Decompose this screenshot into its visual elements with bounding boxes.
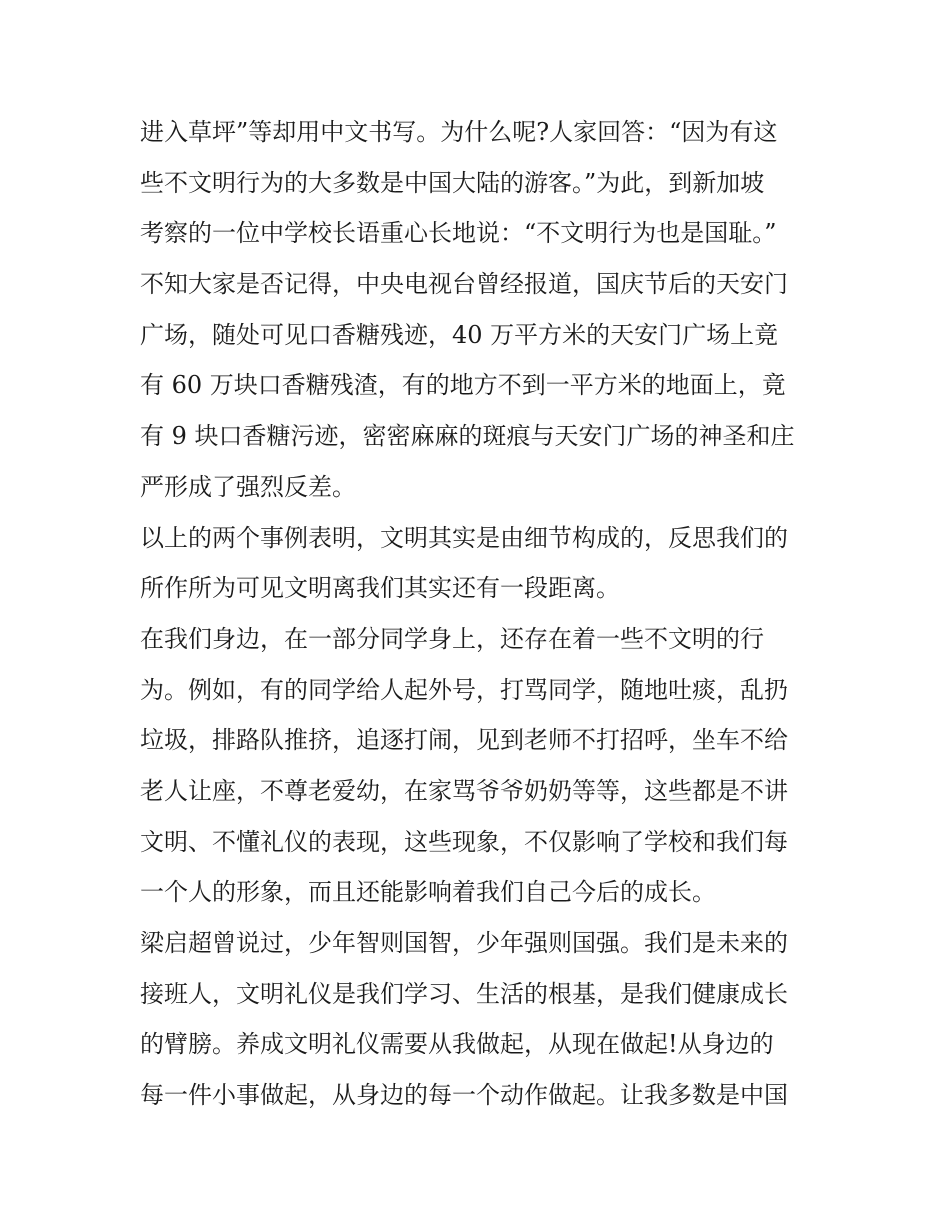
text-line: 考察的一位中学校长语重心长地说：“不文明行为也是国耻。” — [140, 219, 777, 248]
text-line: 老人让座，不尊老爱幼，在家骂爷爷奶奶等等，这些都是不讲 — [140, 776, 788, 805]
text-line: 以上的两个事例表明，文明其实是由细节构成的，反思我们的 — [140, 523, 788, 552]
text-line: 广场，随处可见口香糖残迹，40 万平方米的天安门广场上竟 — [140, 320, 779, 349]
text-line: 文明、不懂礼仪的表现，这些现象，不仅影响了学校和我们每 — [140, 827, 788, 856]
text-line: 些不文明行为的大多数是中国大陆的游客。”为此，到新加坡 — [140, 168, 765, 197]
text-line: 为。例如，有的同学给人起外号，打骂同学，随地吐痰，乱扔 — [140, 675, 788, 704]
body-text — [140, 107, 820, 1121]
text-line: 垃圾，排路队推挤，追逐打闹，见到老师不打招呼，坐车不给 — [140, 726, 788, 755]
text-line: 一个人的形象，而且还能影响着我们自己今后的成长。 — [140, 878, 716, 907]
text-line: 进入草坪”等却用中文书写。为什么呢?人家回答：“因为有这 — [140, 118, 778, 146]
text-line: 梁启超曾说过，少年智则国智，少年强则国强。我们是未来的 — [140, 929, 788, 957]
text-line: 有 60 万块口香糖残渣，有的地方不到一平方米的地面上，竟 — [140, 371, 786, 400]
text-line: 不知大家是否记得，中央电视台曾经报道，国庆节后的天安门 — [140, 270, 788, 299]
text-line: 每一件小事做起，从身边的每一个动作做起。让我多数是中国 — [140, 1081, 788, 1110]
text-line: 严形成了强烈反差。 — [140, 472, 356, 501]
text-line: 有 9 块口香糖污迹，密密麻麻的斑痕与天安门广场的神圣和庄 — [140, 422, 795, 451]
text-line: 所作所为可见文明离我们其实还有一段距离。 — [140, 574, 620, 603]
text-line: 的臂膀。养成文明礼仪需要从我做起，从现在做起!从身边的 — [140, 1030, 774, 1059]
text-line: 接班人，文明礼仪是我们学习、生活的根基，是我们健康成长 — [140, 979, 788, 1008]
text-line: 在我们身边，在一部分同学身上，还存在着一些不文明的行 — [140, 624, 764, 653]
